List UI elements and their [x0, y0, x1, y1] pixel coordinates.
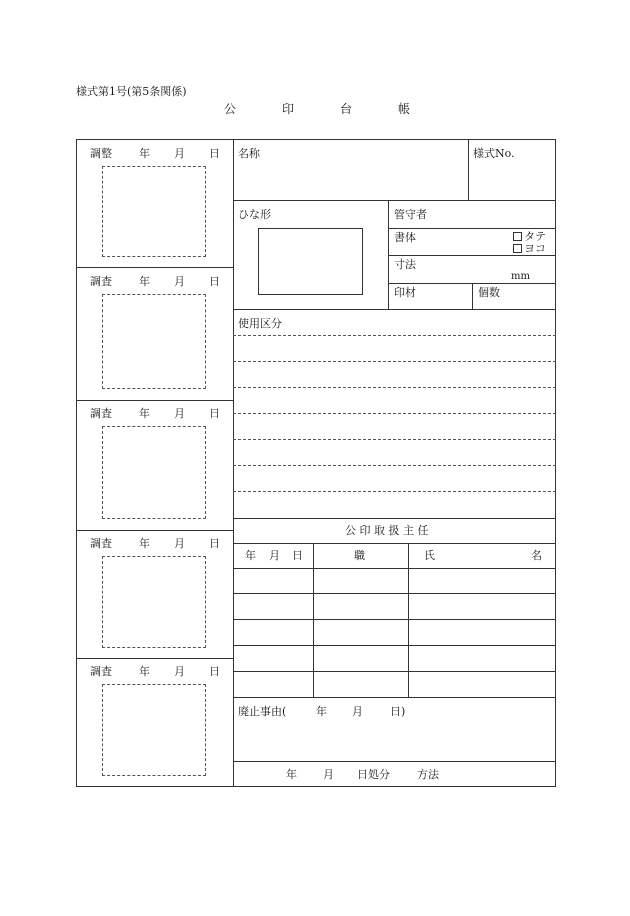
yoko-label: ヨコ [524, 242, 546, 255]
check-label: 調査 [90, 275, 112, 288]
disposal-year: 年 [286, 768, 297, 781]
form-label: 様式第1号(第5条関係) [76, 85, 187, 98]
check-day: 日 [209, 407, 220, 420]
check-label: 調査 [90, 537, 112, 550]
stamp-area [102, 166, 206, 257]
name-label: 名称 [238, 147, 260, 160]
officer-col-name-right: 名 [531, 549, 542, 562]
usage-line [233, 335, 556, 336]
tate-label: タテ [524, 230, 546, 243]
name-format-divider [468, 139, 469, 200]
officer-heading: 公 印 取 扱 主 任 [345, 524, 429, 537]
material-label: 印材 [394, 286, 416, 299]
abolition-label: 廃止事由( [238, 705, 287, 718]
left-divider-4 [76, 658, 233, 659]
row-divider-name [233, 200, 556, 201]
row-divider-custodian [388, 228, 556, 229]
check-month: 月 [174, 407, 185, 420]
officer-col-day: 日 [292, 549, 303, 562]
hinagata-box [258, 228, 363, 295]
dimensions-label: 寸法 [394, 258, 416, 271]
check-year: 年 [139, 537, 150, 550]
officer-col-divider-1 [313, 543, 314, 697]
disposal-month: 月 [323, 768, 334, 781]
abolition-month: 月 [352, 705, 363, 718]
title-char-4: 帳 [398, 102, 411, 116]
check-label: 調査 [90, 665, 112, 678]
check-year: 年 [139, 147, 150, 160]
stamp-area [102, 556, 206, 648]
row-divider-abolition [233, 761, 556, 762]
title-char-1: 公 [224, 102, 237, 116]
custodian-label: 管守者 [394, 208, 427, 221]
usage-line [233, 413, 556, 414]
row-divider-officer [233, 697, 556, 698]
abolition-year: 年 [316, 705, 327, 718]
check-day: 日 [209, 275, 220, 288]
officer-row-line [233, 619, 556, 620]
officer-row-line [233, 593, 556, 594]
usage-line [233, 491, 556, 492]
mm-unit: mm [511, 271, 530, 282]
material-quantity-divider [472, 283, 473, 309]
usage-label: 使用区分 [238, 317, 282, 330]
hinagata-label: ひな形 [238, 208, 271, 221]
row-divider-officer-heading [233, 543, 556, 544]
left-divider-2 [76, 400, 233, 401]
row-divider-typeface [388, 255, 556, 256]
title-char-2: 印 [282, 102, 295, 116]
format-no-label: 様式No. [473, 147, 515, 160]
usage-line [233, 465, 556, 466]
officer-col-divider-2 [408, 543, 409, 697]
check-month: 月 [174, 275, 185, 288]
officer-col-year: 年 [245, 549, 256, 562]
title-char-3: 台 [340, 102, 353, 116]
check-day: 日 [209, 537, 220, 550]
officer-row-line [233, 671, 556, 672]
usage-line [233, 387, 556, 388]
officer-col-position: 職 [354, 549, 365, 562]
row-divider-usage [233, 518, 556, 519]
typeface-label: 書体 [394, 231, 416, 244]
row-divider-material [233, 309, 556, 310]
abolition-day: 日) [390, 705, 406, 718]
yoko-checkbox[interactable] [513, 244, 522, 253]
check-day: 日 [209, 147, 220, 160]
officer-col-month: 月 [269, 549, 280, 562]
yoko-option[interactable] [513, 242, 546, 255]
check-month: 月 [174, 537, 185, 550]
officer-col-name-left: 氏 [424, 549, 435, 562]
officer-row-line [233, 568, 556, 569]
check-year: 年 [139, 407, 150, 420]
left-divider-3 [76, 530, 233, 531]
check-year: 年 [139, 275, 150, 288]
check-month: 月 [174, 147, 185, 160]
usage-line [233, 361, 556, 362]
stamp-area [102, 684, 206, 776]
check-label: 調査 [90, 407, 112, 420]
check-year: 年 [139, 665, 150, 678]
stamp-area [102, 294, 206, 389]
check-label: 調整 [90, 147, 112, 160]
disposal-day: 日処分 [357, 768, 390, 781]
tate-checkbox[interactable] [513, 232, 522, 241]
quantity-label: 個数 [478, 286, 500, 299]
check-month: 月 [174, 665, 185, 678]
stamp-area [102, 426, 206, 519]
check-day: 日 [209, 665, 220, 678]
column-divider [233, 139, 234, 787]
officer-row-line [233, 645, 556, 646]
usage-line [233, 439, 556, 440]
disposal-method: 方法 [417, 768, 439, 781]
left-divider-1 [76, 267, 233, 268]
